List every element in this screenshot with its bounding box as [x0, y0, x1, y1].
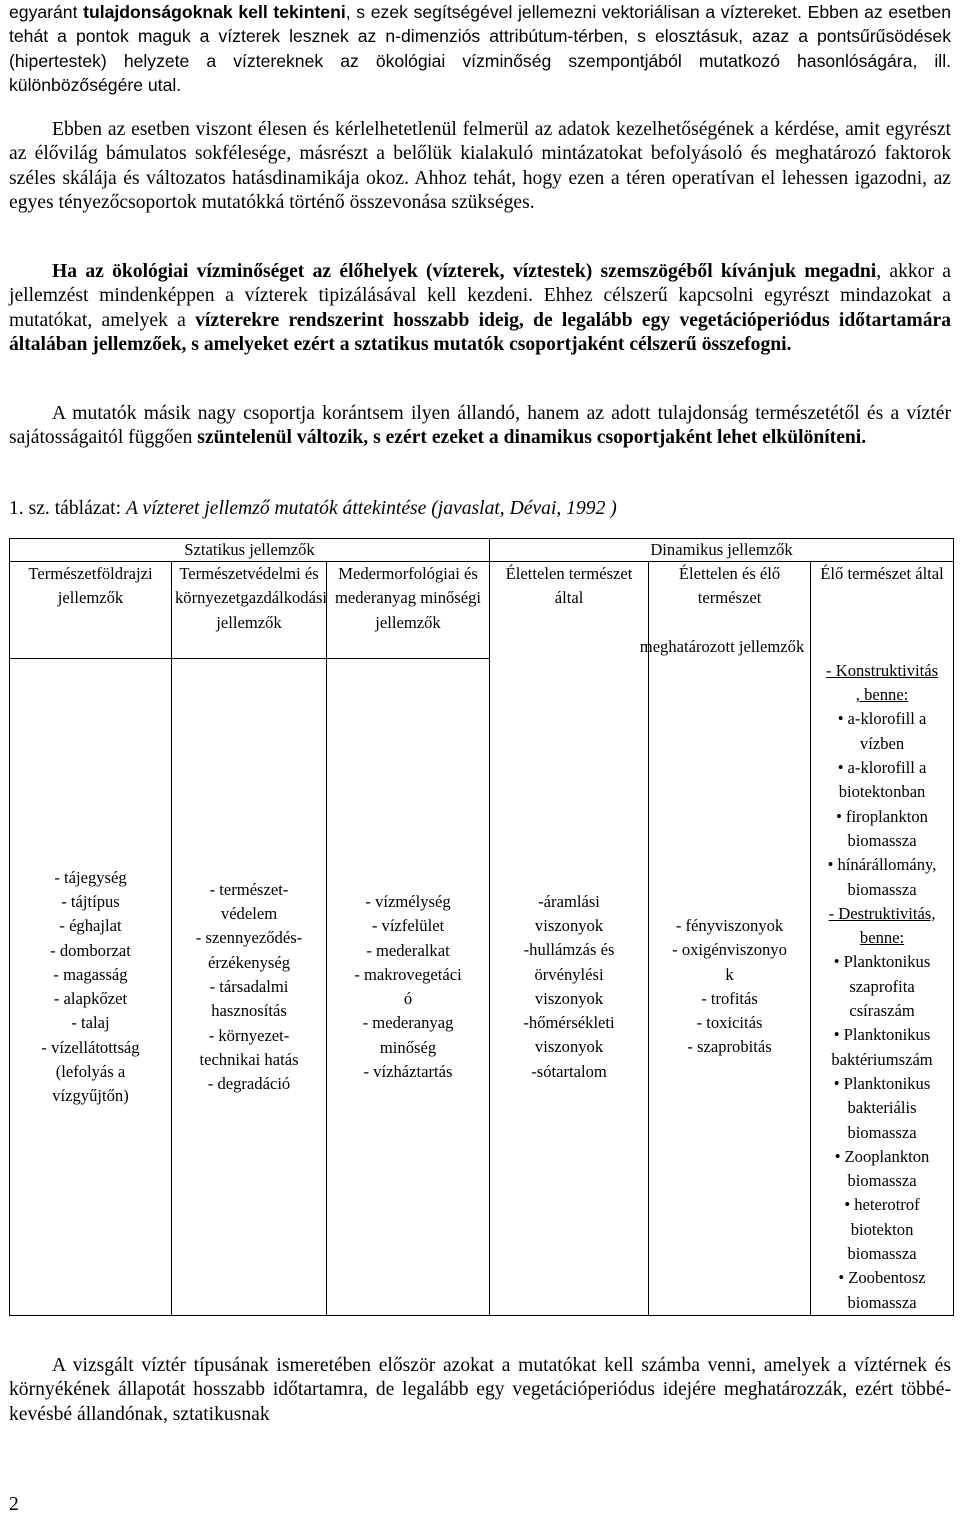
list-item: - vízellátottság [41, 1037, 140, 1057]
bullet-item-line: biomassza [847, 830, 917, 850]
list-item: - talaj [71, 1013, 110, 1033]
list-item: - szennyeződés- [195, 928, 303, 948]
intro-text-a: egyaránt [9, 2, 84, 22]
bullet-item-title: • heterotrof [814, 1193, 950, 1217]
bullet-item [814, 756, 950, 805]
col-nonliving-living [649, 659, 811, 1316]
bullet-item-title: • Planktonikus [814, 1023, 950, 1047]
list-item: - domborzat [50, 940, 131, 960]
constructivity-benne [814, 683, 950, 707]
group-static-cell: Sztatikus jellemzők [10, 539, 490, 562]
list-item: -sótartalom [531, 1061, 607, 1081]
nonliving-living-list [652, 914, 807, 1060]
list-item: viszonyok [534, 988, 604, 1008]
list-item: (lefolyás a [55, 1062, 126, 1082]
list-item: védelem [220, 904, 278, 924]
page-number: 2 [9, 1494, 19, 1515]
caption-prefix: 1. sz. táblázat: [9, 498, 126, 519]
habitat-bold-static: vízterekre rendszerint hosszabb ideig, de legalább egy vegetációperiódus időtartamára általában jellemzőek, s amelyeket ezért a sztatikus mutatók csoportjaként célszerű összefogni. [9, 309, 951, 355]
paragraph-habitat [9, 260, 951, 357]
bullet-item [814, 1193, 950, 1266]
list-item: - alapkőzet [53, 989, 128, 1009]
list-item: - éghajlat [59, 916, 122, 936]
list-item: minőség [379, 1037, 437, 1057]
list-item: - társadalmi [209, 977, 289, 996]
bullet-item-line: biomassza [847, 879, 917, 899]
list-item: - mederalkat [366, 940, 450, 960]
list-item: hasznosítás [211, 1001, 287, 1021]
header-physical-geography: Természetföldrajzi jellemzők [10, 562, 172, 659]
bullet-item [814, 950, 950, 1023]
list-item: - természet- [209, 879, 289, 899]
list-item: - környezet- [208, 1025, 290, 1045]
header-living: Élő természet által [811, 562, 954, 659]
list-item: - szaprobitás [687, 1037, 772, 1057]
intro-text-c: , s ezek segítségével jellemezni vektoriálisan a víztereket. Ebben az esetben tehát a pontok maguk a vízterek lesznek az n-dimenziós attribútum-térben, s elosztásuk, azaz a pontsűrűsödések (hipertestek) helyzete a víztereknek az ökológiai vízminőség szempontjából mutatkozó hasonlóságára, ill. különbözőségére utal. [9, 2, 951, 95]
habitat-bold-lead: Ha az ökológiai vízminőséget az élőhelyek (vízterek, víztestek) szemszögéből kívánjuk megadni [52, 261, 877, 282]
bullet-item-title: • a-klorofill a [814, 707, 950, 731]
header-nonliving-living-text: Élettelen és élő természet [678, 564, 781, 608]
bullet-item-title: • hínárállomány, [814, 853, 950, 877]
list-item: - degradáció [207, 1074, 291, 1094]
bullet-item-title: • Zooplankton [814, 1145, 950, 1169]
dynamic-text: A mutatók másik nagy csoportja korántsem ilyen állandó, hanem az adott tulajdonság természetétől és a víztér sajátosságaitól függően [9, 403, 951, 449]
list-item: - tájtípus [61, 891, 120, 911]
table-group-row [10, 539, 954, 562]
list-item: - vízfelület [371, 916, 445, 936]
bullet-item [814, 1266, 950, 1315]
bullet-item [814, 707, 950, 756]
bullet-item-line: biomassza [847, 1244, 917, 1264]
bed-morphology-list [330, 890, 486, 1084]
header-conservation: Természetvédelmi és környezetgazdálkodási jellemzők [172, 562, 327, 659]
table-caption [9, 498, 617, 520]
list-item: örvénylési [534, 964, 604, 984]
paragraph-closing: A vizsgált víztér típusának ismeretében először azokat a mutatókat kell számba venni, amelyek a víztérnek és környékének állapotát hosszabb időtartamra, de legalább egy vegetációperiódus idejére meghatározzák, ezért többé-kevésbé állandónak, sztatikusnak [9, 1355, 951, 1425]
group-dynamic-cell: Dinamikus jellemzők [490, 539, 954, 562]
bullet-item-title: • Planktonikus [814, 1072, 950, 1096]
list-item: - makrovegetáci [354, 964, 462, 984]
bullet-item [814, 805, 950, 854]
destructivity-list [814, 950, 950, 1314]
list-item: - vízmélység [365, 891, 451, 911]
constructivity-list [814, 707, 950, 901]
header-nonliving-living [639, 562, 811, 659]
conservation-list [175, 878, 323, 1097]
caption-title: A vízteret jellemző mutatók áttekintése (javaslat, Dévai, 1992 ) [125, 498, 617, 519]
list-item: - tájegység [54, 867, 127, 887]
bullet-item-line: bakteriális [847, 1098, 917, 1118]
bullet-item-line: biotekton [850, 1219, 914, 1239]
list-item: - trofitás [701, 988, 758, 1008]
bullet-item [814, 1145, 950, 1194]
indicator-table [9, 538, 954, 1316]
intro-bold-phrase: tulajdonságoknak kell tekinteni [83, 2, 346, 22]
paragraph-intro [9, 0, 951, 97]
bullet-item-title: • Zoobentosz [814, 1266, 950, 1290]
table-body-row [10, 659, 954, 1316]
col-conservation [172, 659, 327, 1316]
list-item: - vízháztartás [363, 1062, 453, 1082]
list-item: viszonyok [534, 916, 604, 935]
header-nonliving: Élettelen természet által [490, 562, 649, 659]
list-item: vízgyűjtőn) [52, 1086, 129, 1106]
destructivity-heading [814, 902, 950, 926]
constructivity-benne-label: , benne: [855, 685, 909, 705]
list-item: k [725, 964, 734, 984]
list-item: ó [403, 989, 413, 1009]
list-item: - mederanyag [362, 1013, 454, 1033]
destructivity-benne-label: benne: [859, 928, 905, 948]
list-item: technikai hatás [199, 1049, 299, 1069]
header-bed-morphology: Medermorfológiai és mederanyag minőségi jellemzők [327, 562, 490, 659]
bullet-item-title: • a-klorofill a [814, 756, 950, 780]
col-nonliving [490, 659, 649, 1316]
paragraph-data-handling: Ebben az esetben viszont élesen és kérlelhetetlenül felmerül az adatok kezelhetőségének a kérdése, amit egyrészt az élővilág bámulatos sokfélesége, másrészt a belőlük kialakuló mintázatokat befolyásoló és meghatározó faktorok széles skálája és változatos hatásdinamikája okoz. Ahhoz tehát, hogy ezen a téren operatívan el lehessen igazodni, az egyes tényezőcsoportok mutatókká történő összevonása szükséges. [9, 119, 951, 213]
table-header-row [10, 562, 954, 659]
list-item: -hőmérsékleti [523, 1013, 615, 1033]
destructivity-label: - Destruktivitás, [828, 903, 936, 923]
list-item: érzékenység [208, 952, 290, 972]
bullet-item-line: szaprofita [849, 976, 915, 996]
list-item: -áramlási [538, 891, 600, 911]
col-bed-morphology [327, 659, 490, 1316]
bullet-item-line: biomassza [847, 1171, 917, 1191]
list-item: - magasság [53, 964, 128, 984]
list-item: - oxigénviszonyo [672, 940, 787, 960]
list-item: - fényviszonyok [675, 916, 784, 935]
habitat-text: , akkor a jellemzést mindenképpen a vízterek tipizálásával kell kezdeni. Ehhez célszerű kapcsolni egyrészt mindazokat a mutatókat, amelyek a [9, 261, 951, 331]
bullet-item-line: biomassza [847, 1292, 917, 1312]
paragraph-dynamic [9, 402, 951, 451]
nonliving-list [493, 890, 645, 1084]
bullet-item-line: biomassza [847, 1122, 917, 1142]
bullet-item-line: biotektonban [838, 782, 926, 802]
bullet-item-line: baktériumszám [831, 1049, 933, 1069]
bullet-item-line: vízben [859, 733, 905, 753]
dynamic-bold: szüntelenül változik, s ezért ezeket a dinamikus csoportjaként lehet elkülöníteni. [197, 427, 867, 449]
constructivity-label: - Konstruktivitás [826, 660, 939, 680]
bullet-item [814, 1072, 950, 1145]
bullet-item [814, 1023, 950, 1072]
bullet-item-line: csíraszám [849, 1001, 915, 1021]
destructivity-benne [814, 926, 950, 950]
constructivity-heading [814, 659, 950, 683]
bullet-item-title: • firoplankton [814, 805, 950, 829]
bullet-item [814, 853, 950, 902]
col-living [811, 659, 954, 1316]
list-item: viszonyok [534, 1037, 604, 1057]
physical-geography-list [13, 866, 168, 1109]
bullet-item-title: • Planktonikus [814, 950, 950, 974]
list-item: -hullámzás és [523, 940, 615, 960]
list-item: - toxicitás [696, 1013, 763, 1033]
dynamic-subheader: meghatározott jellemzők [639, 636, 805, 656]
col-physical-geography [10, 659, 172, 1316]
